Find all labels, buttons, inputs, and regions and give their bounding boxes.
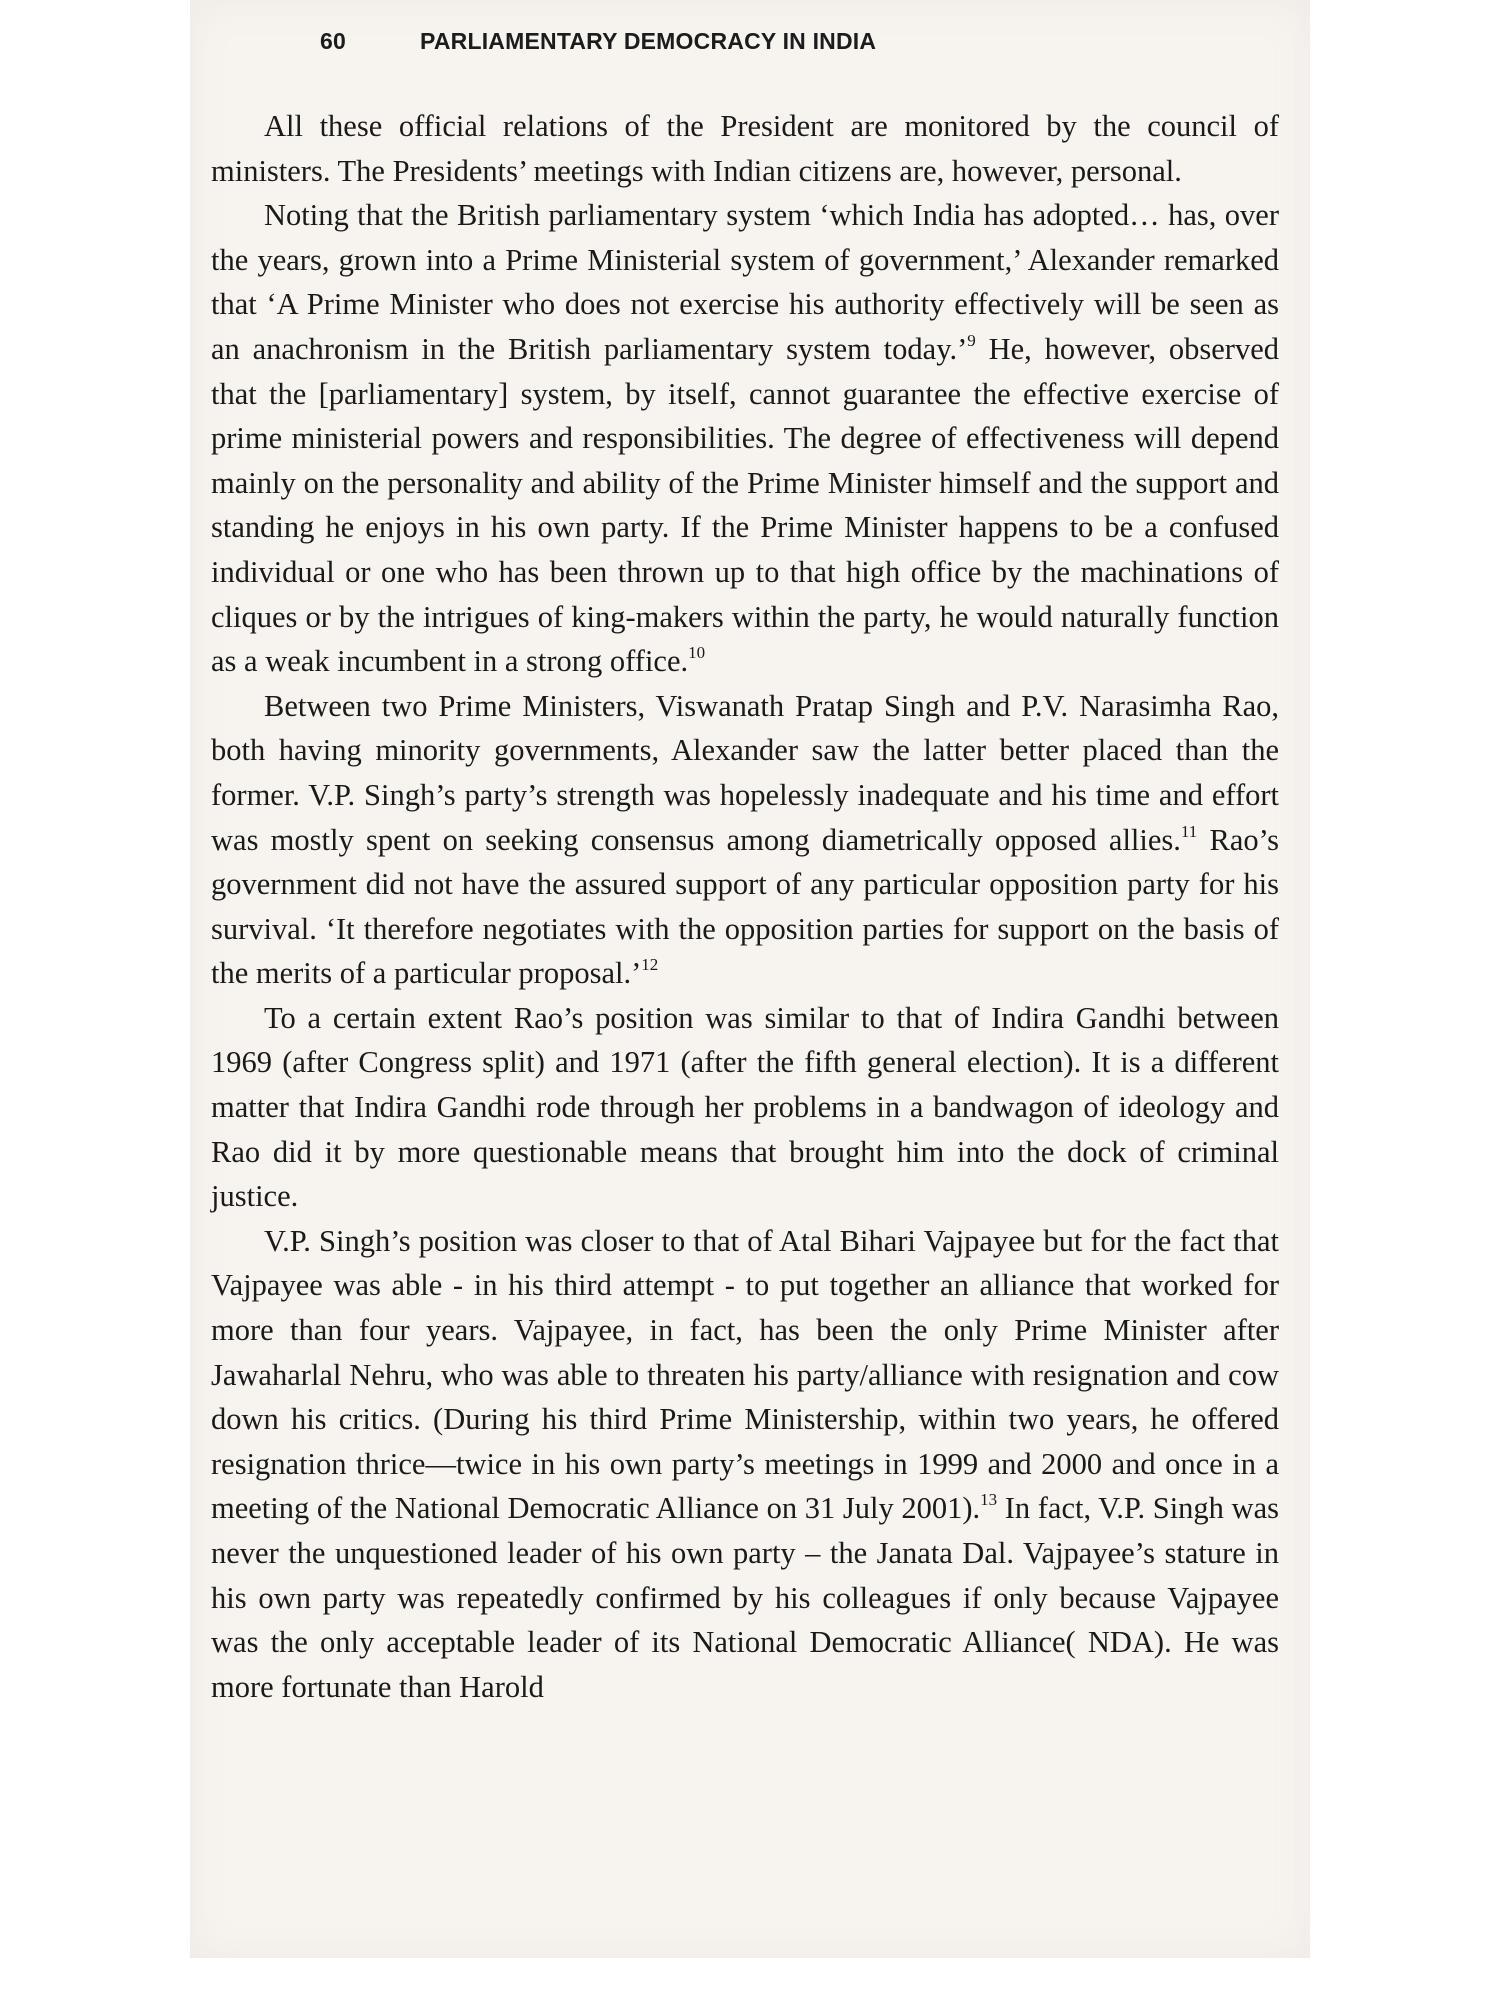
- paragraph-text: Noting that the British parliamentary system ‘which India has adopted… has, over the years, grown into a Prime Ministerial system of government,’ Alexander remarked that ‘A Prime Minister who does not exercise his authority effectively will be seen as an anachronism in the British parliamentary system today.’: [211, 198, 1279, 366]
- paragraph-text: Rao’s government did not have the assured support of any particular opposition party for his survival. ‘It therefore negotiates with the opposition parties for support on the basis of the merits of a particular proposal.’: [211, 822, 1279, 991]
- paragraph-text: All these official relations of the President are monitored by the council of ministers. The Presidents’ meetings with Indian citizens are, however, personal.: [211, 109, 1279, 188]
- paragraph-text: In fact, V.P. Singh was never the unquestioned leader of his own party – the Janata Dal. Vajpayee’s stature in his own party was repeatedly confirmed by his colleagues if only because Vajpayee was the only acceptable leader of its National Democratic Alliance( NDA). He was more fortunate than Harold: [211, 1491, 1279, 1704]
- paragraph: [211, 996, 1279, 1219]
- paragraph: [211, 104, 1279, 193]
- footnote-marker: 10: [688, 643, 706, 663]
- paragraph: [211, 1219, 1279, 1710]
- paragraph: [211, 193, 1279, 684]
- page-number: 60: [320, 28, 346, 54]
- paragraph: [211, 684, 1279, 996]
- running-header: [320, 28, 876, 55]
- body-text: [211, 104, 1279, 1709]
- footnote-marker: 13: [980, 1490, 998, 1510]
- footnote-marker: 9: [967, 330, 976, 350]
- book-page: [190, 0, 1310, 1958]
- paragraph-text: To a certain extent Rao’s position was similar to that of Indira Gandhi between 1969 (after Congress split) and 1971 (after the fifth general election). It is a different matter that Indira Gandhi rode through her problems in a bandwagon of ideology and Rao did it by more questionable means that brought him into the dock of criminal justice.: [211, 1000, 1279, 1214]
- running-title: PARLIAMENTARY DEMOCRACY IN INDIA: [420, 28, 877, 54]
- footnote-marker: 11: [1180, 821, 1198, 841]
- paragraph-text: Between two Prime Ministers, Viswanath Pratap Singh and P.V. Narasimha Rao, both having minority governments, Alexander saw the latter better placed than the former. V.P. Singh’s party’s strength was hopelessly inadequate and his time and effort was mostly spent on seeking consensus among diametrically opposed allies.: [211, 688, 1279, 857]
- paragraph-text: He, however, observed that the [parliamentary] system, by itself, cannot guarantee the effective exercise of prime ministerial powers and responsibilities. The degree of effectiveness will depend mainly on the personality and ability of the Prime Minister himself and the support and standing he enjoys in his own party. If the Prime Minister happens to be a confused individual or one who has been thrown up to that high office by the machinations of cliques or by the intrigues of king-makers within the party, he would naturally function as a weak incumbent in a strong office.: [211, 331, 1280, 679]
- paragraph-text: V.P. Singh’s position was closer to that of Atal Bihari Vajpayee but for the fact that Vajpayee was able - in his third attempt - to put together an alliance that worked for more than four years. Vajpayee, in fact, has been the only Prime Minister after Jawaharlal Nehru, who was able to threaten his party/alliance with resignation and cow down his critics. (During his third Prime Ministership, within two years, he offered resignation thrice—twice in his own party’s meetings in 1999 and 2000 and once in a meeting of the National Democratic Alliance on 31 July 2001).: [211, 1223, 1279, 1526]
- footnote-marker: 12: [641, 955, 659, 975]
